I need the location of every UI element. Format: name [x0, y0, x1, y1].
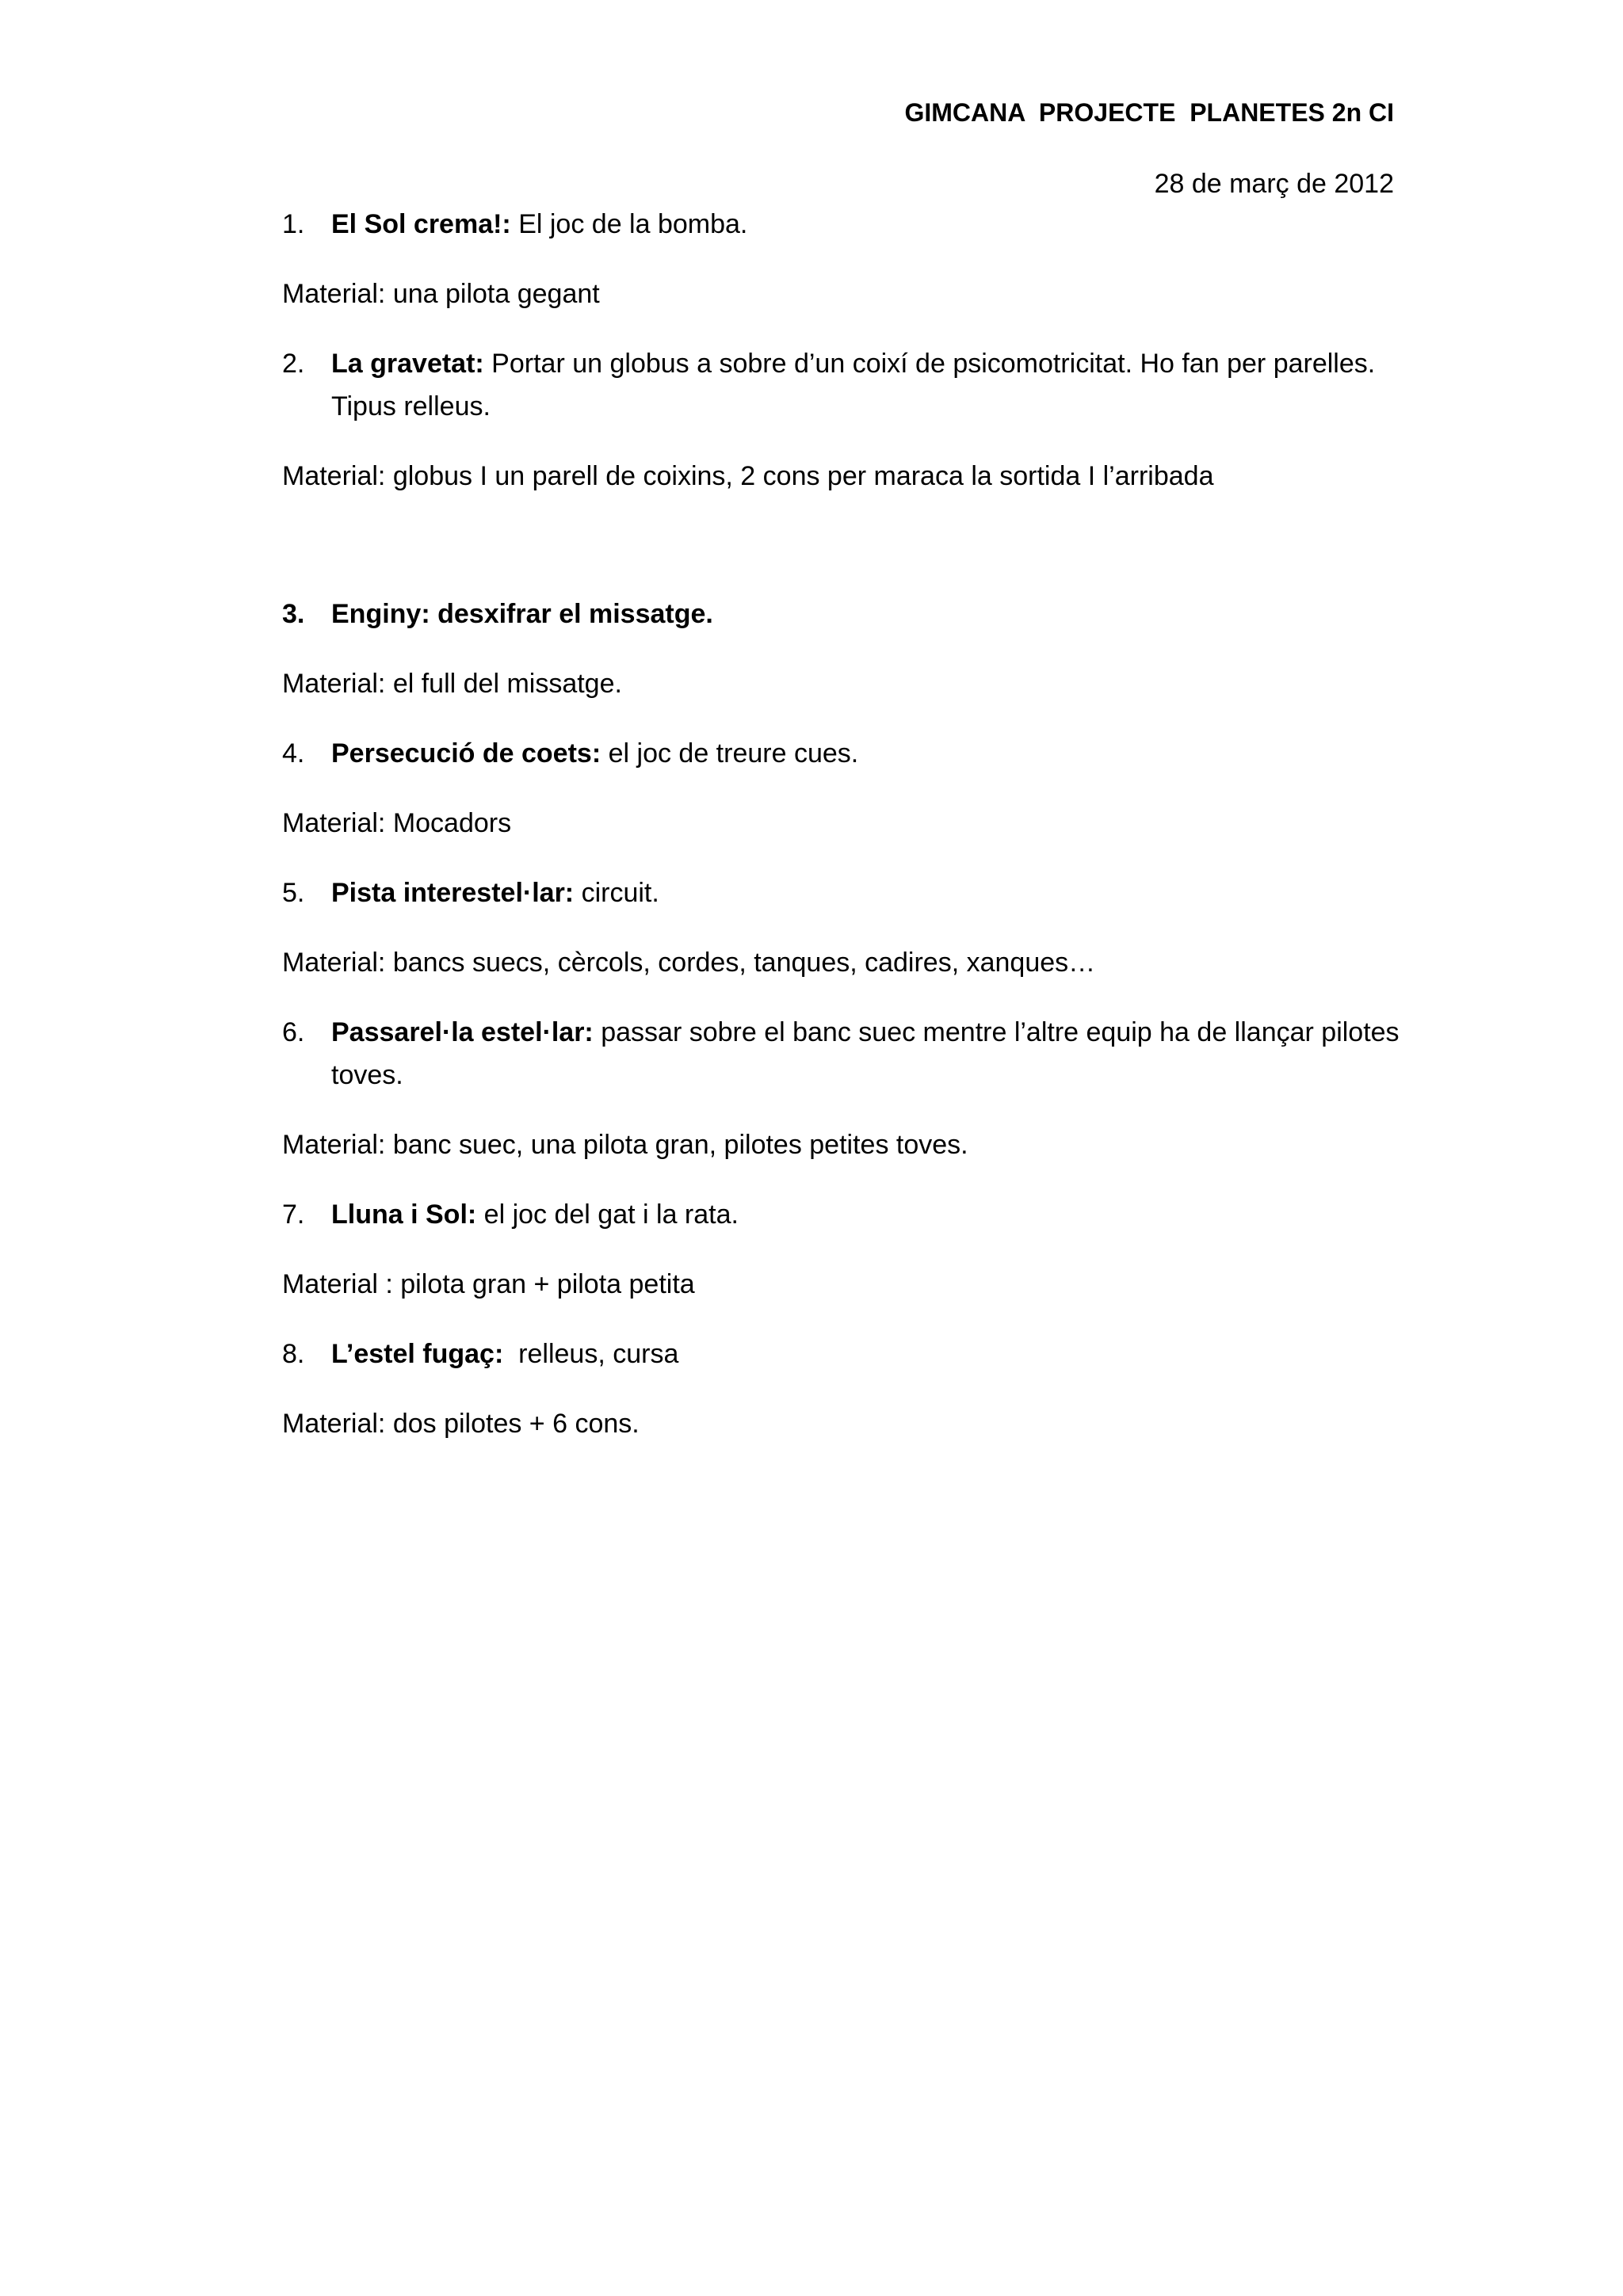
list-item	[282, 871, 1407, 914]
item-title: Passarel·la estel·lar:	[331, 1017, 594, 1047]
item-material: Material: dos pilotes + 6 cons.	[282, 1409, 640, 1439]
item-number: 7.	[282, 1199, 305, 1230]
item-text: el joc del gat i la rata.	[476, 1199, 739, 1230]
item-number: 1.	[282, 209, 305, 239]
item-number: 2.	[282, 349, 305, 379]
item-text: el joc de treure cues.	[601, 738, 859, 769]
item-material: Material: una pilota gegant	[282, 279, 600, 309]
list-item	[282, 593, 1407, 635]
item-text: passar sobre el banc suec mentre l’altre equip ha de llançar pilotes toves.	[331, 1017, 1400, 1090]
blank-space	[282, 524, 1407, 593]
item-number: 8.	[282, 1339, 305, 1369]
item-title: Enginy: desxifrar el missatge.	[331, 599, 713, 629]
list-item	[282, 203, 1407, 246]
list-item	[282, 732, 1407, 775]
item-title: Lluna i Sol:	[331, 1199, 477, 1230]
item-title: Pista interestel·lar:	[331, 878, 575, 908]
list-item	[282, 1011, 1407, 1097]
item-material: Material : pilota gran + pilota petita	[282, 1269, 695, 1299]
list-item	[282, 342, 1407, 428]
item-material: Material: el full del missatge.	[282, 669, 622, 699]
item-number: 4.	[282, 738, 305, 769]
item-title: L’estel fugaç:	[331, 1339, 504, 1369]
item-title: Persecució de coets:	[331, 738, 601, 769]
document-title: GIMCANA PROJECTE PLANETES 2n CI	[904, 98, 1394, 127]
item-number: 3.	[282, 599, 305, 629]
item-material: Material: banc suec, una pilota gran, pilotes petites toves.	[282, 1130, 968, 1160]
item-text: relleus, cursa	[503, 1339, 679, 1369]
item-text: Portar un globus a sobre d’un coixí de psicomotricitat. Ho fan per parelles. Tipus relleus.	[331, 349, 1376, 421]
item-title: La gravetat:	[331, 349, 484, 379]
item-material: Material: Mocadors	[282, 808, 512, 838]
item-number: 5.	[282, 878, 305, 908]
item-number: 6.	[282, 1017, 305, 1047]
list-item	[282, 1333, 1407, 1375]
list-item	[282, 1193, 1407, 1236]
item-title: El Sol crema!:	[331, 209, 511, 239]
item-text: El joc de la bomba.	[510, 209, 748, 239]
item-material: Material: bancs suecs, cèrcols, cordes, tanques, cadires, xanques…	[282, 948, 1096, 978]
item-material: Material: globus I un parell de coixins, 2 cons per maraca la sortida I l’arribada	[282, 461, 1214, 491]
activity-list	[282, 203, 1407, 1472]
document-date: 28 de març de 2012	[1154, 169, 1394, 199]
item-text: circuit.	[574, 878, 659, 908]
